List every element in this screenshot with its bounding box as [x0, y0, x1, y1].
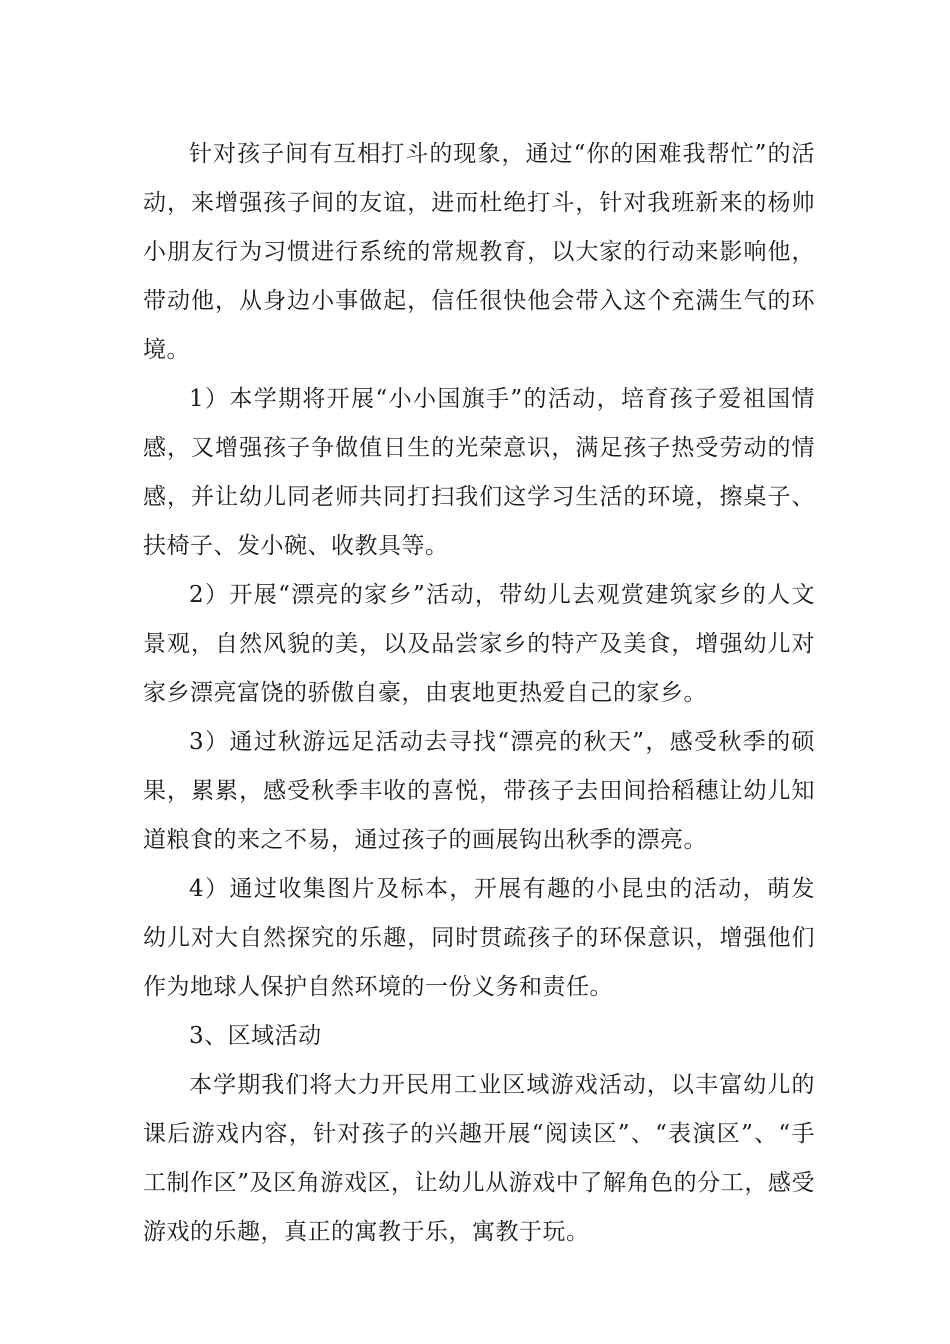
- paragraph-conflict-resolution: 针对孩子间有互相打斗的现象，通过“你的困难我帮忙”的活动，来增强孩子间的友谊，进而杜绝打斗，针对我班新来的杨帅小朋友行为习惯进行系统的常规教育，以大家的行动来影响他，带动他，从身边小事做起，信任很快他会带入这个充满生气的环境。: [143, 141, 815, 363]
- paragraph-autumn-outing: 3）通过秋游远足活动去寻找“漂亮的秋天”，感受秋季的硕果，累累，感受秋季丰收的喜悦，带孩子去田间拾稻穗让幼儿知道粮食的来之不易，通过孩子的画展钩出秋季的漂亮。: [143, 729, 815, 853]
- paragraph-insect-activity: 4）通过收集图片及标本，开展有趣的小昆虫的活动，萌发幼儿对大自然探究的乐趣，同时贯疏孩子的环保意识，增强他们作为地球人保护自然环境的一份义务和责任。: [143, 876, 815, 1000]
- paragraph-flag-bearer-activity: 1）本学期将开展“小小国旗手”的活动，培育孩子爱祖国情感，又增强孩子争做值日生的光荣意识，满足孩子热受劳动的情感，并让幼儿同老师共同打扫我们这学习生活的环境，擦桌子、扶椅子、发小碗、收教具等。: [143, 386, 815, 559]
- paragraph-hometown-activity: 2）开展“漂亮的家乡”活动，带幼儿去观赏建筑家乡的人文景观，自然风貌的美，以及品尝家乡的特产及美食，增强幼儿对家乡漂亮富饶的骄傲自豪，由衷地更热爱自己的家乡。: [143, 582, 815, 706]
- paragraph-area-activities: 本学期我们将大力开民用工业区域游戏活动，以丰富幼儿的课后游戏内容，针对孩子的兴趣开展“阅读区”、“表演区”、“手工制作区”及区角游戏区，让幼儿从游戏中了解角色的分工，感受游戏的乐趣，真正的寓教于乐，寓教于玩。: [143, 1072, 815, 1245]
- document-body: [143, 130, 815, 1257]
- section-heading-area-activities: 3、区域活动: [189, 1023, 322, 1049]
